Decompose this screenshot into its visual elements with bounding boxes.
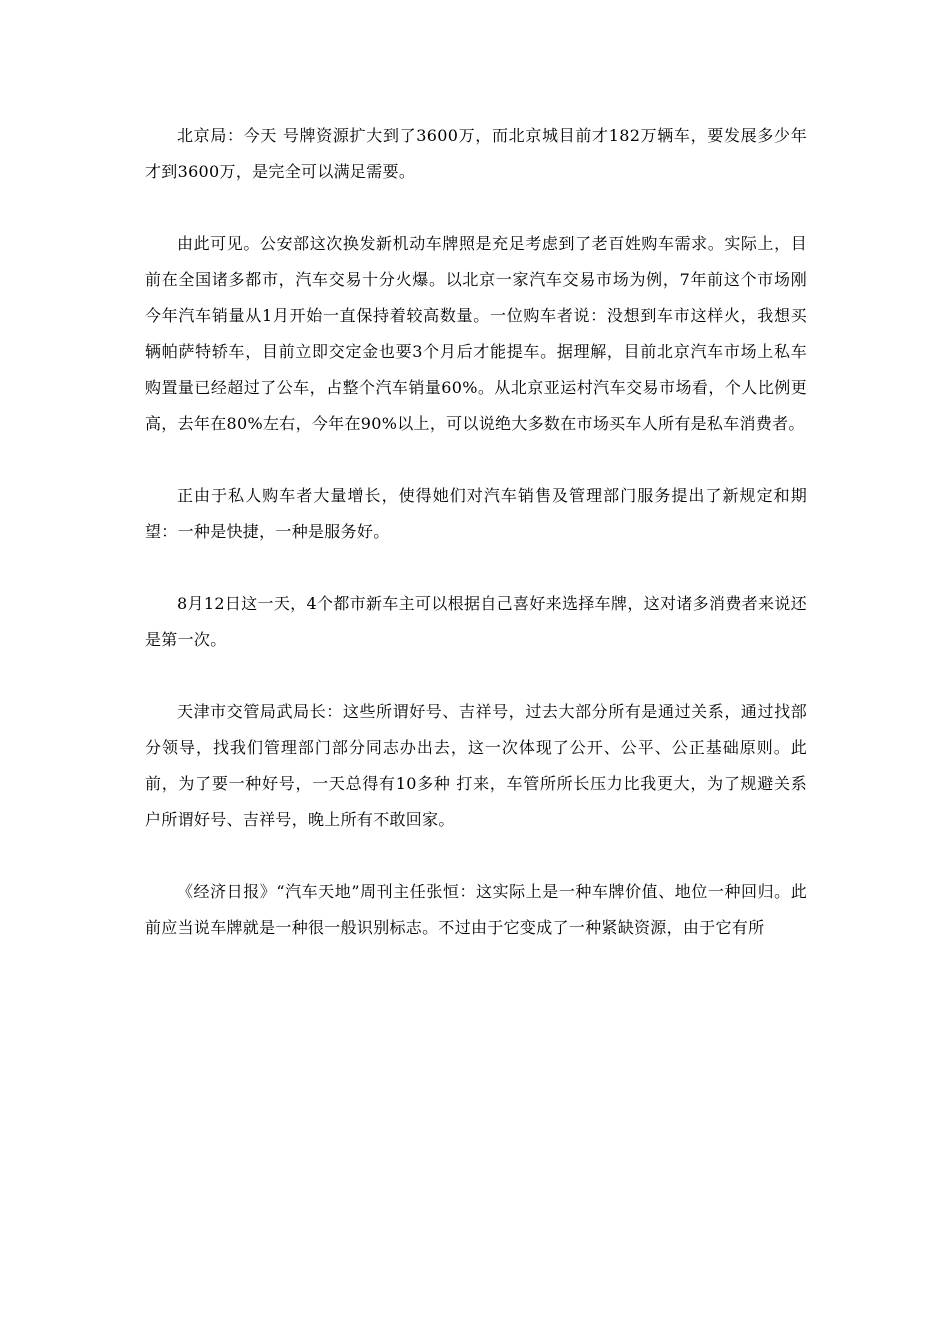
paragraph-3: 正由于私人购车者大量增长，使得她们对汽车销售及管理部门服务提出了新规定和期望：一种是快捷，一种是服务好。 bbox=[145, 486, 807, 541]
paragraph-5: 天津市交管局武局长：这些所谓好号、吉祥号，过去大部分所有是通过关系，通过找部分领导，找我们管理部门部分同志办出去，这一次体现了公开、公平、公正基础原则。此前，为了要一种好号，一天总得有10多种 打来，车管所所长压力比我更大，为了规避关系户所谓好号、吉祥号，晚上所有不敢回家。 bbox=[145, 702, 807, 829]
document-body bbox=[145, 118, 807, 982]
paragraph-1: 北京局：今天 号牌资源扩大到了3600万，而北京城目前才182万辆车，要发展多少年才到3600万，是完全可以满足需要。 bbox=[145, 126, 807, 181]
paragraph-6: 《经济日报》“汽车天地”周刊主任张恒：这实际上是一种车牌价值、地位一种回归。此前应当说车牌就是一种很一般识别标志。不过由于它变成了一种紧缺资源，由于它有所 bbox=[145, 882, 807, 937]
paragraph-2: 由此可见。公安部这次换发新机动车牌照是充足考虑到了老百姓购车需求。实际上，目前在全国诸多都市，汽车交易十分火爆。以北京一家汽车交易市场为例，7年前这个市场刚今年汽车销量从1月开始一直保持着较高数量。一位购车者说：没想到车市这样火，我想买辆帕萨特轿车，目前立即交定金也要3个月后才能提车。据理解，目前北京汽车市场上私车购置量已经超过了公车，占整个汽车销量60%。从北京亚运村汽车交易市场看，个人比例更高，去年在80%左右，今年在90%以上，可以说绝大多数在市场买车人所有是私车消费者。 bbox=[145, 234, 807, 433]
paragraph-4: 8月12日这一天，4个都市新车主可以根据自己喜好来选择车牌，这对诸多消费者来说还是第一次。 bbox=[145, 594, 807, 649]
